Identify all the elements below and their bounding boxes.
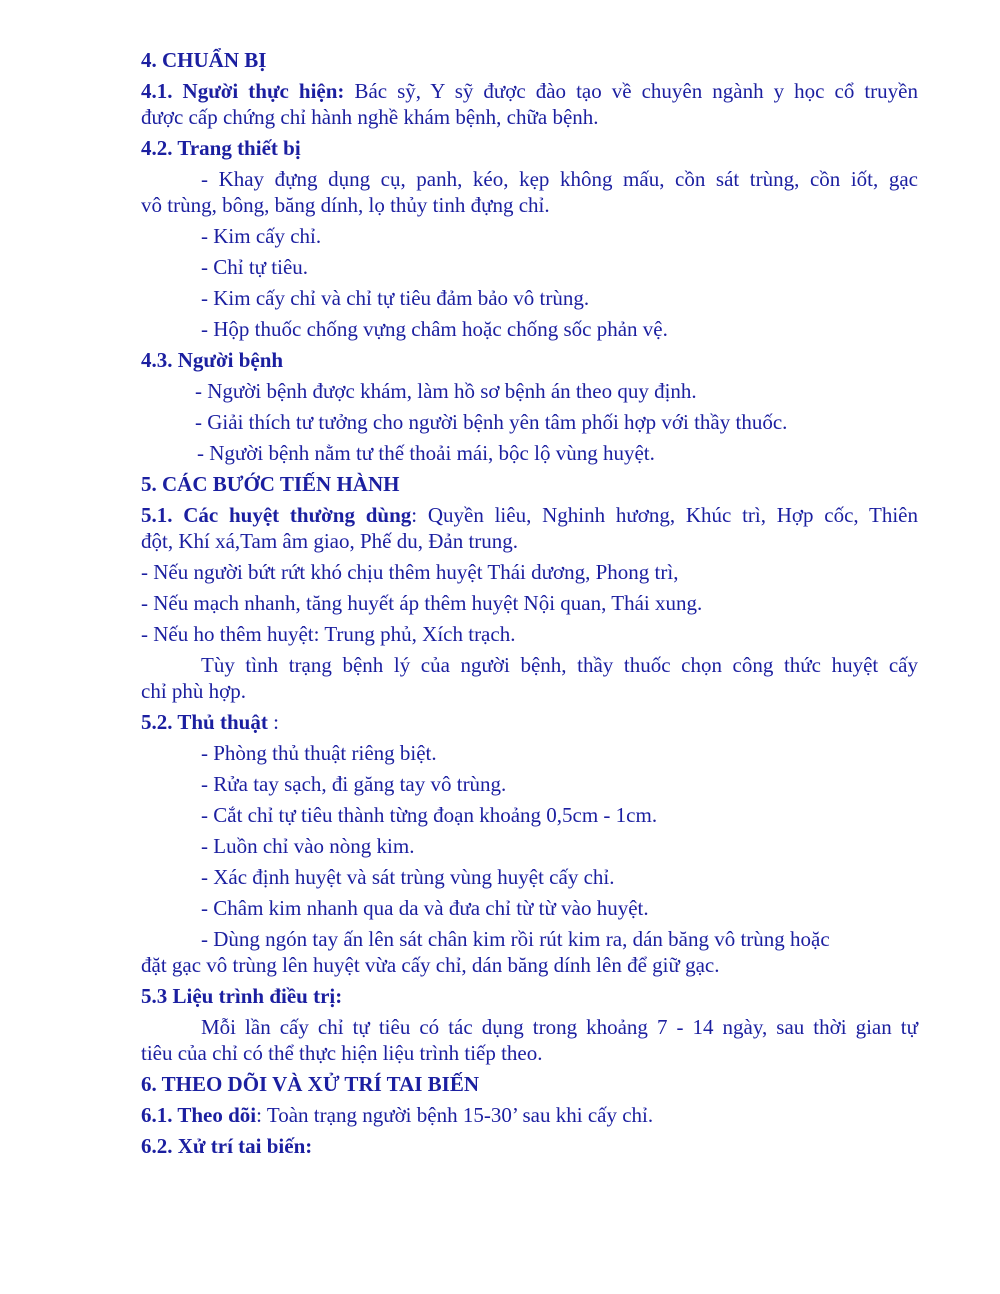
section-5-3-title: 5.3 Liệu trình điều trị: [141,984,343,1008]
section-5-1-label: 5.1. Các huyệt thường dùng [141,503,412,527]
procedure-step: - Dùng ngón tay ấn lên sát chân kim rồi rút kim ra, dán băng vô trùng hoặc đặt gạc vô trùng lên huyệt vừa cấy chỉ, dán băng dính lên để giữ gạc. [141,927,830,977]
section-5-title: 5. CÁC BƯỚC TIẾN HÀNH [141,472,400,496]
section-5-1-text: : Quyền liêu, Nghinh hương, Khúc trì, Hợp cốc, Thiên [411,503,918,527]
procedure-step: - Luồn chỉ vào nòng kim. [201,834,415,858]
procedure-step: - Xác định huyệt và sát trùng vùng huyệt cấy chỉ. [201,865,615,889]
procedure-step: - Phòng thủ thuật riêng biệt. [201,741,437,765]
acupoint-note: - Nếu mạch nhanh, tăng huyết áp thêm huyệt Nội quan, Thái xung. [141,591,703,615]
patient-item: - Giải thích tư tưởng cho người bệnh yên tâm phối hợp với thầy thuốc. [195,410,788,434]
section-6-1: 6.1. Theo dõi: Toàn trạng người bệnh 15-30’ sau khi cấy chỉ. [141,1103,654,1127]
equipment-item: - Kim cấy chỉ và chỉ tự tiêu đảm bảo vô trùng. [201,286,590,310]
patient-item: - Người bệnh nằm tư thế thoải mái, bộc lộ vùng huyệt. [197,441,655,465]
section-6-2-title: 6.2. Xử trí tai biến: [141,1134,313,1158]
section-4-2-title: 4.2. Trang thiết bị [141,136,301,160]
acupoint-note: - Nếu ho thêm huyệt: Trung phủ, Xích trạch. [141,622,516,646]
procedure-step: - Châm kim nhanh qua da và đưa chỉ từ từ vào huyệt. [201,896,649,920]
equipment-item: - Hộp thuốc chống vựng châm hoặc chống sốc phản vệ. [201,317,668,341]
equipment-item: - Khay đựng dụng cụ, panh, kéo, kẹp không mấu, cồn sát trùng, cồn iốt, gạc vô trùng, bông, băng dính, lọ thủy tinh đựng chỉ. [141,167,918,217]
procedure-step: - Rửa tay sạch, đi găng tay vô trùng. [201,772,507,796]
acupoint-note: - Nếu người bứt rứt khó chịu thêm huyệt Thái dương, Phong trì, [141,560,679,584]
section-4-1-text-cont: được cấp chứng chỉ hành nghề khám bệnh, chữa bệnh. [141,105,599,129]
section-4-1 [141,78,918,130]
equipment-item: - Kim cấy chỉ. [201,224,322,248]
section-5-1: 5.1. Các huyệt thường dùng: Quyền liêu, Nghinh hương, Khúc trì, Hợp cốc, Thiên đột, Khí xá,Tam âm giao, Phế du, Đản trung. [141,503,918,553]
section-4-title: 4. CHUẨN BỊ [141,48,267,72]
acupoint-formula-note: Tùy tình trạng bệnh lý của người bệnh, thầy thuốc chọn công thức huyệt cấy chỉ phù hợp. [141,653,918,703]
section-5-2-title: 5.2. Thủ thuật : [141,710,279,734]
section-4-3-title: 4.3. Người bệnh [141,348,284,372]
section-4-1-text: Bác sỹ, Y sỹ được đào tạo về chuyên ngành y học cổ truyền [344,79,918,103]
patient-item: - Người bệnh được khám, làm hồ sơ bệnh án theo quy định. [195,379,697,403]
document-page [141,47,918,1159]
procedure-step: - Cắt chỉ tự tiêu thành từng đoạn khoảng 0,5cm - 1cm. [201,803,658,827]
section-4-1-label: 4.1. Người thực hiện: [141,79,345,103]
section-6-title: 6. THEO DÕI VÀ XỬ TRÍ TAI BIẾN [141,1072,480,1096]
equipment-item: - Chỉ tự tiêu. [201,255,309,279]
treatment-course-text: Mỗi lần cấy chỉ tự tiêu có tác dụng trong khoảng 7 - 14 ngày, sau thời gian tự tiêu của chỉ có thể thực hiện liệu trình tiếp theo. [141,1015,918,1065]
